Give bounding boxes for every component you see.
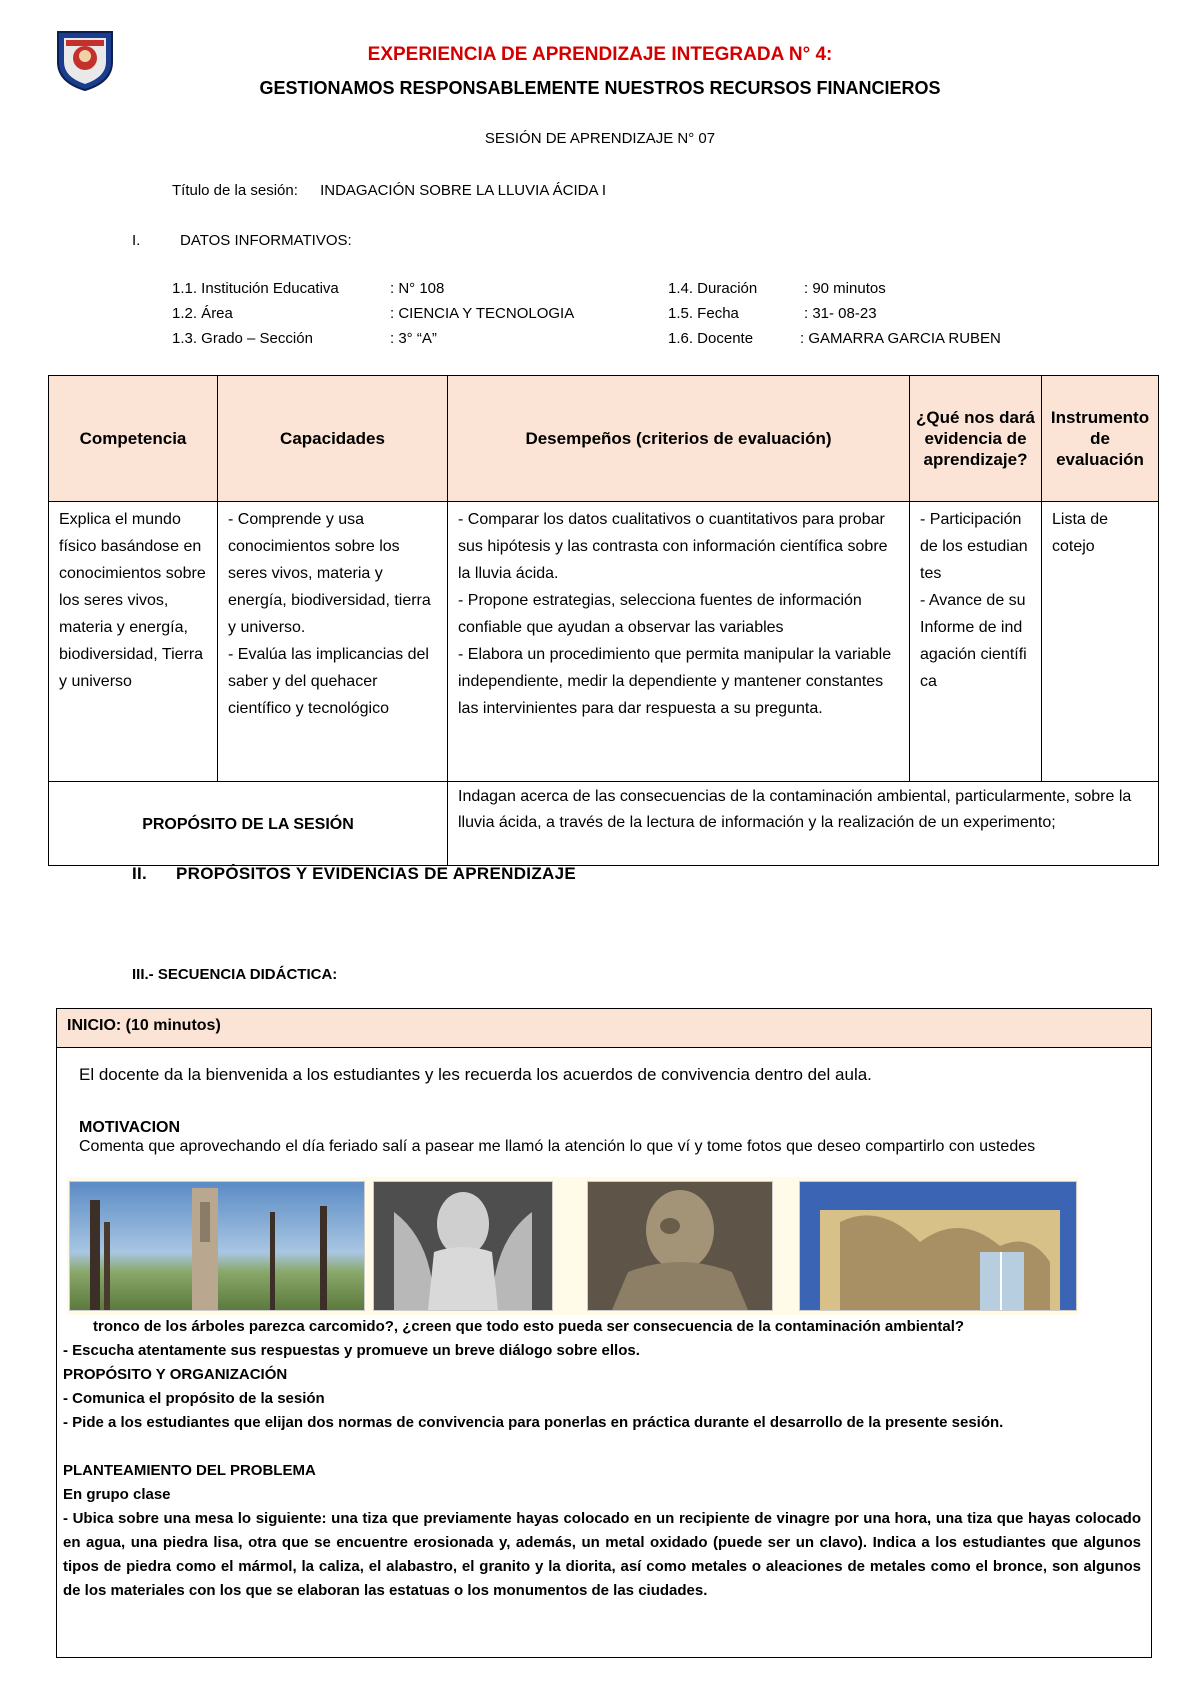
dato-label: 1.1. Institución Educativa <box>172 280 339 297</box>
dato-label: 1.2. Área <box>172 305 233 322</box>
section-secuencia-heading: III.- SECUENCIA DIDÁCTICA: <box>132 966 338 983</box>
session-title-value: INDAGACIÓN SOBRE LA LLUVIA ÁCIDA I <box>320 182 607 199</box>
photo-eroded-statue <box>587 1181 773 1311</box>
cell-evidencia <box>910 502 1042 782</box>
section-heading: DATOS INFORMATIVOS: <box>180 232 352 249</box>
competency-table <box>48 375 1159 866</box>
section-number: I. <box>132 232 141 249</box>
header-instrumento: Instrumento de evaluación <box>1042 376 1159 502</box>
dato-label: 1.3. Grado – Sección <box>172 330 313 347</box>
photo-dead-trees <box>69 1181 365 1311</box>
grupo-text: En grupo clase <box>63 1486 171 1503</box>
evidencia-item: - Participación de los estudiantes <box>920 511 1028 582</box>
section-number: II. <box>132 864 148 883</box>
table-row <box>49 502 1159 782</box>
dato-label: 1.4. Duración <box>668 280 758 297</box>
cell-instrumento: Lista de cotejo <box>1042 502 1159 782</box>
photo-corroded-building <box>799 1181 1077 1311</box>
header-competencia: Competencia <box>49 376 218 502</box>
cell-competencia: Explica el mundo físico basándose en conocimientos sobre los seres vivos, materia y energía, biodiversidad, Tierra y universo <box>49 502 218 782</box>
section-heading: PROPÓSITOS Y EVIDENCIAS DE APRENDIZAJE <box>176 864 576 883</box>
dato-value: : GAMARRA GARCIA RUBEN <box>800 330 1001 347</box>
pregunta-text: tronco de los árboles parezca carcomido?, ¿creen que todo esto pueda ser consecuencia de la contaminación ambiental? <box>93 1318 965 1335</box>
photo-angel-statue <box>373 1181 553 1311</box>
comunica-text: - Comunica el propósito de la sesión <box>63 1390 325 1407</box>
capacidad-item: - Comprende y usa conocimientos sobre los seres vivos, materia y energía, biodiversidad, tierra y universo. <box>228 511 431 636</box>
cell-capacidades <box>218 502 448 782</box>
dato-value: : 31- 08-23 <box>804 305 877 322</box>
desempeno-item: - Comparar los datos cualitativos o cuantitativos para probar sus hipótesis y las contrasta con información científica sobre la lluvia ácida. <box>458 511 888 582</box>
header-evidencia: ¿Qué nos dará evidencia de aprendizaje? <box>910 376 1042 502</box>
capacidad-item: - Evalúa las implicancias del saber y del quehacer científico y tecnológico <box>228 646 429 717</box>
session-title-label: Título de la sesión: <box>172 182 298 199</box>
evidencia-item: - Avance de su Informe de indagación científica <box>920 592 1027 690</box>
escucha-text: - Escucha atentamente sus respuestas y promueve un breve diálogo sobre ellos. <box>63 1342 640 1359</box>
inicio-box <box>56 1008 1152 1658</box>
inicio-header-text: INICIO: (10 minutos) <box>67 1017 221 1034</box>
experience-subtitle: GESTIONAMOS RESPONSABLEMENTE NUESTROS RECURSOS FINANCIEROS <box>259 78 941 98</box>
dato-value: : N° 108 <box>390 280 445 297</box>
section-propositos-heading <box>132 864 576 884</box>
table-header-row <box>49 376 1159 502</box>
header-capacidades: Capacidades <box>218 376 448 502</box>
dato-label: 1.6. Docente <box>668 330 754 347</box>
ubica-text: - Ubica sobre una mesa lo siguiente: una tiza que previamente hayas colocado en un recipiente de vinagre por una hora, una tiza que hayas colocado en agua, una piedra lisa, otra que se encuentre erosionada y, además, un metal oxidado (puede ser un clavo). Indica a los estudiantes que algunos tipos de piedra como el mármol, la caliza, el alabastro, el granito y la diorita, así como metales o aleaciones de metales como el bronce, son algunos de los materiales con los que se elaboran las estatuas o los monumentos de las ciudades. <box>63 1510 1141 1599</box>
cell-desempenos <box>448 502 910 782</box>
inicio-header <box>57 1009 1151 1048</box>
dato-value: : 90 minutos <box>804 280 886 297</box>
proposito-row <box>49 782 1159 866</box>
desempeno-item: - Elabora un procedimiento que permita manipular la variable independiente, medir la dependiente y mantener constantes las intervinientes para dar respuesta a su pregunta. <box>458 646 892 717</box>
bienvenida-text: El docente da la bienvenida a los estudiantes y les recuerda los acuerdos de convivencia dentro del aula. <box>79 1065 872 1084</box>
dato-value: : 3° “A” <box>390 330 437 347</box>
motivacion-text: Comenta que aprovechando el día feriado salí a pasear me llamó la atención lo que ví y tome fotos que deseo compartirlo con ustedes <box>79 1138 1036 1155</box>
session-title-line <box>172 182 606 199</box>
section-datos-heading <box>132 232 352 249</box>
experience-title: EXPERIENCIA DE APRENDIZAJE INTEGRADA N° 4: <box>367 44 833 65</box>
header-desempenos: Desempeños (criterios de evaluación) <box>448 376 910 502</box>
proposito-title: PROPÓSITO Y ORGANIZACIÓN <box>63 1366 288 1383</box>
hidden-spacer <box>63 1179 1143 1181</box>
dato-label: 1.5. Fecha <box>668 305 739 322</box>
dato-value: : CIENCIA Y TECNOLOGIA <box>390 305 575 322</box>
motivacion-title: MOTIVACION <box>79 1119 181 1136</box>
planteamiento-title: PLANTEAMIENTO DEL PROBLEMA <box>63 1462 316 1479</box>
proposito-label: PROPÓSITO DE LA SESIÓN <box>49 782 448 866</box>
pide-text: - Pide a los estudiantes que elijan dos normas de convivencia para ponerlas en práctica durante el desarrollo de la presente sesión. <box>63 1414 1004 1431</box>
session-number: SESIÓN DE APRENDIZAJE N° 07 <box>484 130 716 147</box>
proposito-text: Indagan acerca de las consecuencias de la contaminación ambiental, particularmente, sobre la lluvia ácida, a través de la lectura de información y la realización de un experimento; <box>448 782 1159 866</box>
desempeno-item: - Propone estrategias, selecciona fuentes de información confiable que ayudan a observar las variables <box>458 592 862 636</box>
